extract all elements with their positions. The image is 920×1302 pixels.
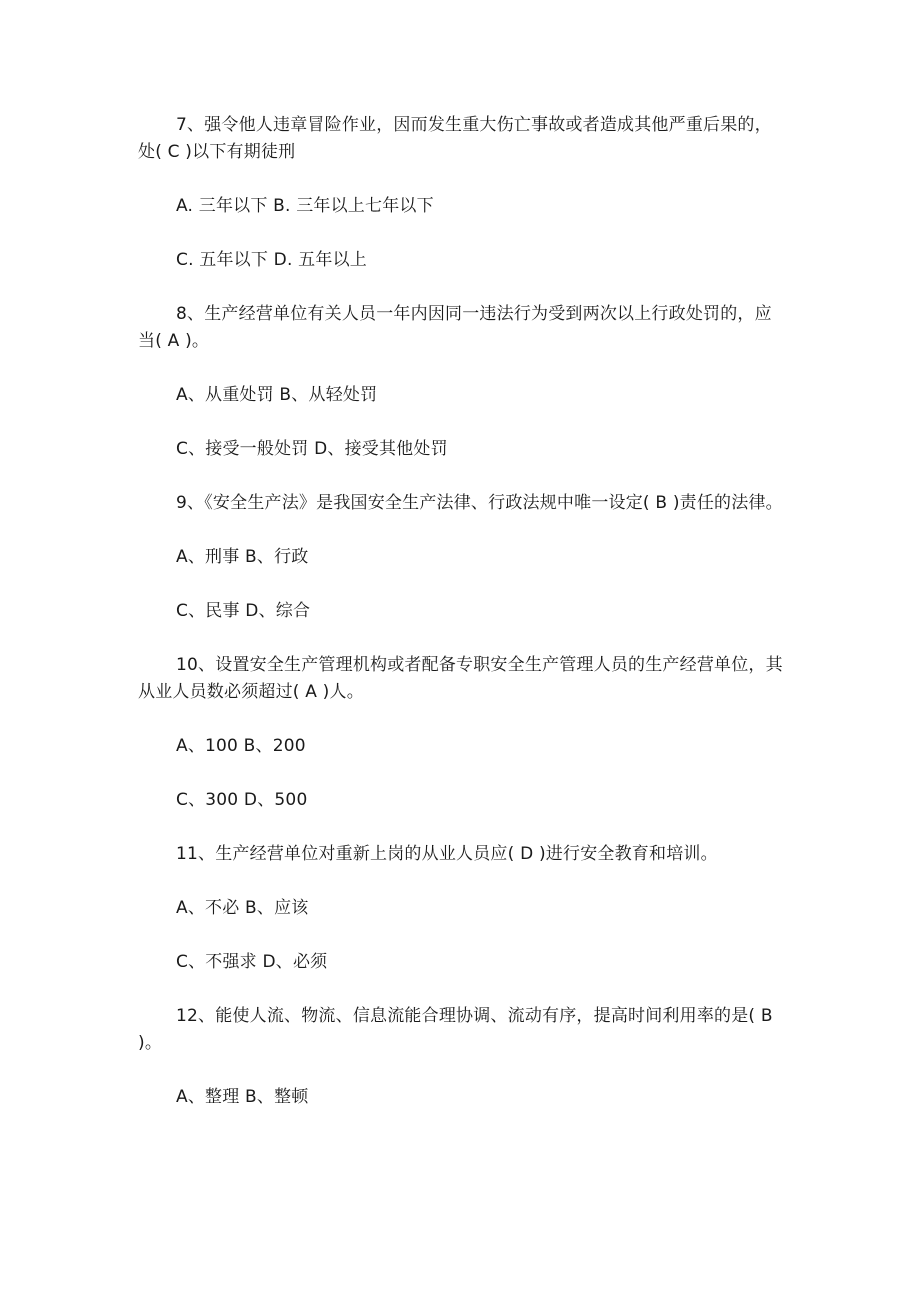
document-page: [138, 112, 788, 1138]
question-7: 7、强令他人违章冒险作业，因而发生重大伤亡事故或者造成其他严重后果的，处( C )以下有期徒刑: [138, 115, 772, 162]
question-10-options-ab: A、100 B、200: [176, 736, 306, 756]
question-12: 12、能使人流、物流、信息流能合理协调、流动有序，提高时间利用率的是( B )。: [138, 1006, 773, 1053]
question-11-options-ab: A、不必 B、应该: [176, 898, 309, 918]
question-8-options-ab: A、从重处罚 B、从轻处罚: [176, 385, 378, 405]
question-10-options-cd: C、300 D、500: [176, 790, 308, 810]
question-12-options-ab: A、整理 B、整顿: [176, 1087, 309, 1107]
question-9-options-cd: C、民事 D、综合: [176, 601, 311, 621]
question-11-options-cd: C、不强求 D、必须: [176, 952, 328, 972]
question-8-options-cd: C、接受一般处罚 D、接受其他处罚: [176, 439, 448, 459]
question-7-options-cd: C. 五年以下 D. 五年以上: [176, 250, 367, 270]
question-7-options-ab: A. 三年以下 B. 三年以上七年以下: [176, 196, 434, 216]
question-11: 11、生产经营单位对重新上岗的从业人员应( D )进行安全教育和培训。: [176, 844, 718, 864]
question-10: 10、设置安全生产管理机构或者配备专职安全生产管理人员的生产经营单位，其从业人员数必须超过( A )人。: [138, 655, 783, 702]
question-9-options-ab: A、刑事 B、行政: [176, 547, 309, 567]
question-9: 9、《安全生产法》是我国安全生产法律、行政法规中唯一设定( B )责任的法律。: [176, 493, 783, 513]
question-8: 8、生产经营单位有关人员一年内因同一违法行为受到两次以上行政处罚的，应当( A )。: [138, 304, 772, 351]
